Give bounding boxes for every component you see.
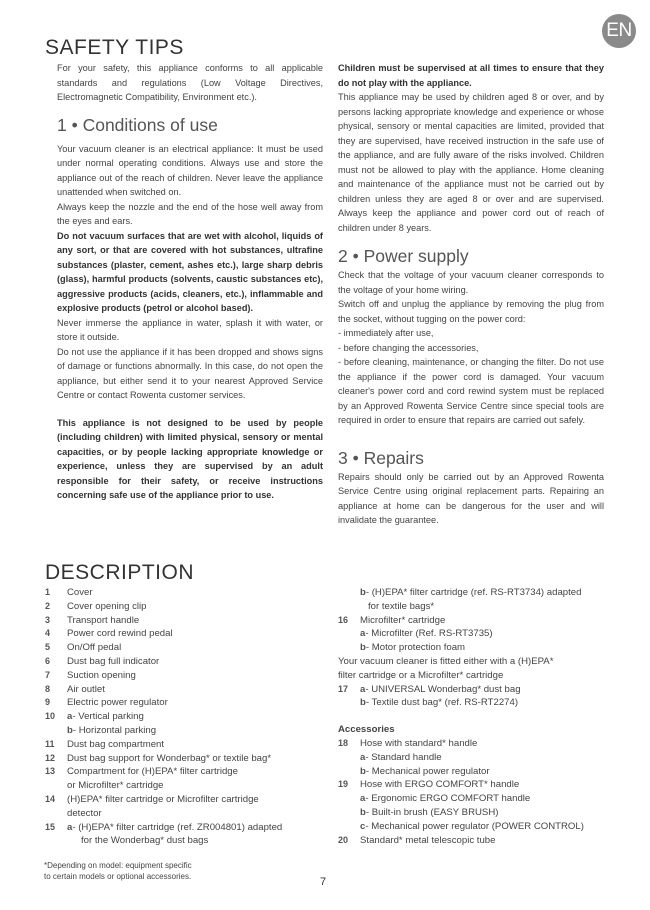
item-number: 20 — [338, 834, 349, 845]
list-item — [338, 834, 628, 848]
list-item-continuation — [45, 807, 335, 821]
sub-item-letter: a — [67, 821, 73, 833]
sub-item-label: - Motor protection foam — [365, 642, 466, 654]
safety-right-column — [338, 61, 604, 528]
list-item — [338, 683, 628, 697]
item-number: 14 — [45, 793, 56, 804]
item-number: 8 — [45, 683, 51, 694]
item-number: 16 — [338, 614, 349, 625]
sub-item-letter: b — [360, 587, 366, 598]
conditions-paragraph-5: Do not use the appliance if it has been dropped and shows signs of damage or functions abnormally. In this case, do not open the appliance, but either send it to your nearest Approved Service Centre or contact Rowenta customer services. — [57, 346, 323, 400]
footnote — [44, 860, 192, 882]
list-item — [45, 821, 335, 835]
footnote-line-1: *Depending on model: equipment specific — [44, 861, 192, 870]
list-item — [338, 627, 628, 641]
item-number: 13 — [45, 766, 56, 777]
sub-item-letter: b — [67, 724, 73, 736]
sub-item-letter: b — [360, 642, 366, 654]
list-item — [45, 614, 335, 628]
item-label: Dust bag full indicator — [67, 655, 160, 667]
list-item — [45, 724, 335, 738]
page-number: 7 — [320, 876, 327, 888]
language-badge: EN — [602, 14, 636, 48]
sub-item-label: - Mechanical power regulator — [365, 765, 490, 777]
sub-item-letter: a — [67, 711, 73, 723]
power-supply-paragraph-2: Switch off and unplug the appliance by removing the plug from the socket, without tugging on the power cord: — [338, 299, 604, 324]
item-label: Suction opening — [67, 669, 136, 681]
item-number: 6 — [45, 655, 51, 666]
list-item — [338, 586, 628, 600]
conditions-paragraph-2: Always keep the nozzle and the end of the hose well away from the eyes and ears. — [57, 201, 323, 226]
safety-tips-title: SAFETY TIPS — [45, 36, 184, 59]
item-label: Compartment for (H)EPA* filter cartridge — [67, 766, 238, 778]
fitted-note-line-1 — [338, 655, 628, 669]
safety-intro: For your safety, this appliance conforms to all applicable standards and regulations (Low Voltage Directives, Electromagnetic Compatibility, Environment etc.). — [57, 63, 323, 102]
list-item — [338, 792, 628, 806]
item-label: for textile bags* — [368, 600, 435, 612]
item-label: Air outlet — [67, 683, 105, 695]
power-supply-list-item-3: - before cleaning, maintenance, or changing the filter. Do not use the appliance if the power cord is damaged. Your vacuum cleaner's power cord and cord rewind system must be replaced by an Approved Rowenta Service Centre since special tools are required in order to ensure that repairs are carried out safely. — [338, 357, 604, 425]
item-label: or Microfilter* cartridge — [67, 780, 164, 792]
list-item — [338, 820, 628, 834]
sub-item-label: - Horizontal parking — [72, 724, 157, 736]
description-right-column — [338, 586, 628, 847]
item-label: Cover opening clip — [67, 600, 147, 612]
list-item — [45, 627, 335, 641]
sub-item-label: - UNIVERSAL Wonderbag* dust bag — [365, 683, 521, 695]
children-supervised-warning: Children must be supervised at all times to ensure that they do not play with the appliance. — [338, 63, 604, 88]
item-number: 10 — [45, 711, 56, 722]
power-supply-heading: 2 • Power supply — [338, 246, 469, 266]
footnote-line-2: to certain models or optional accessories. — [44, 872, 192, 881]
children-usage-paragraph: This appliance may be used by children aged 8 or over, and by persons lacking appropriate knowledge and experience or whose physical, sensory or mental capacities are limited, provided that they are supervised, have received instruction in the safe use of the appliance, and are fully aware of the risks involved. Children must not be allowed to play with the appliance. Home cleaning and maintenance of the appliance must not be carried out by children unless they are aged 8 or over and are supervised. Always keep the appliance and power cord out of reach of children under 8 years. — [338, 92, 604, 233]
list-item — [45, 765, 335, 779]
list-item — [338, 751, 628, 765]
list-item — [45, 738, 335, 752]
sub-item-letter: b — [360, 765, 366, 777]
item-number: 17 — [338, 683, 349, 694]
list-item — [45, 793, 335, 807]
list-item — [338, 737, 628, 751]
list-item-continuation — [45, 834, 335, 848]
item-number: 12 — [45, 752, 56, 763]
sub-item-letter: a — [360, 683, 366, 695]
list-item — [45, 586, 335, 600]
description-title: DESCRIPTION — [45, 561, 195, 584]
list-item — [338, 641, 628, 655]
sub-item-letter: a — [360, 751, 366, 763]
fitted-note-text: filter cartridge or a Microfilter* cartridge — [338, 669, 504, 681]
sub-item-letter: b — [360, 697, 366, 709]
list-item — [45, 752, 335, 766]
item-number: 9 — [45, 697, 51, 708]
conditions-paragraph-4: Never immerse the appliance in water, splash it with water, or store it outside. — [57, 317, 323, 342]
safety-left-column — [57, 61, 323, 503]
conditions-paragraph-1: Your vacuum cleaner is an electrical appliance: It must be used under normal operating conditions. Always use and store the appliance out of the reach of children. Never leave the appliance unattended when switched on. — [57, 143, 323, 197]
description-left-column — [45, 586, 335, 848]
sub-item-label: - Mechanical power regulator (POWER CONTROL) — [365, 820, 584, 832]
item-number: 3 — [45, 614, 51, 625]
list-item — [45, 600, 335, 614]
sub-item-label: - Textile dust bag* (ref. RS-RT2274) — [365, 697, 519, 709]
item-label: On/Off pedal — [67, 642, 122, 654]
fitted-note-line-2 — [338, 669, 628, 683]
item-label: Dust bag support for Wonderbag* or textile bag* — [67, 752, 272, 764]
item-label: for the Wonderbag* dust bags — [81, 835, 209, 847]
power-supply-list-item-2: - before changing the accessories, — [338, 342, 479, 353]
repairs-heading: 3 • Repairs — [338, 447, 424, 468]
list-item — [338, 765, 628, 779]
item-label: (H)EPA* filter cartridge or Microfilter cartridge — [67, 793, 259, 805]
accessories-title: Accessories — [338, 724, 395, 736]
item-number: 4 — [45, 628, 51, 639]
item-label: Microfilter* cartridge — [360, 614, 446, 626]
sub-item-label: - Microfilter (Ref. RS-RT3735) — [365, 628, 493, 640]
item-label: Power cord rewind pedal — [67, 628, 173, 640]
sub-item-letter: a — [360, 793, 366, 805]
item-number: 18 — [338, 737, 349, 748]
item-number: 15 — [45, 821, 56, 832]
list-item — [338, 778, 628, 792]
sub-item-label: - Ergonomic ERGO COMFORT handle — [365, 793, 531, 805]
item-number: 11 — [45, 738, 55, 749]
sub-item-label: - Standard handle — [365, 751, 442, 763]
list-item — [338, 614, 628, 628]
conditions-warning-surfaces: Do not vacuum surfaces that are wet with alcohol, liquids of any sort, or that are covered with hot substances, ultrafine substances (plaster, cement, ashes etc.), large sharp debris (glass), harmful products (solvents, caustic substances etc), aggressive products (acids, cleaners, etc.), inflammable and explosive products (petrol or alcohol based). — [57, 230, 323, 313]
item-number: 7 — [45, 669, 51, 680]
list-item — [45, 669, 335, 683]
item-label: Hose with standard* handle — [360, 737, 478, 749]
power-supply-paragraph-1: Check that the voltage of your vacuum cleaner corresponds to the voltage of your home wiring. — [338, 270, 604, 295]
power-supply-list-item-1: - immediately after use, — [338, 328, 434, 338]
fitted-note-text: Your vacuum cleaner is fitted either with a (H)EPA* — [338, 655, 554, 667]
list-item — [338, 696, 628, 710]
list-item-continuation — [45, 779, 335, 793]
item-label: Transport handle — [67, 614, 140, 626]
item-number: 5 — [45, 642, 51, 653]
item-number: 19 — [338, 779, 349, 790]
item-label: Dust bag compartment — [67, 738, 165, 750]
item-label: Standard* metal telescopic tube — [360, 834, 496, 846]
conditions-of-use-heading: 1 • Conditions of use — [57, 114, 218, 135]
list-item — [45, 655, 335, 669]
item-label: detector — [67, 807, 102, 819]
list-item-continuation — [338, 600, 628, 614]
sub-item-letter: c — [360, 820, 366, 832]
sub-item-label: - Vertical parking — [72, 711, 144, 723]
item-label: Cover — [67, 587, 93, 598]
conditions-warning-capacities: This appliance is not designed to be used by people (including children) with limited physical, sensory or mental capacities, or by people lacking appropriate knowledge or experience, unless they are supervised by an adult responsible for their safety, or receive instructions concerning safe use of the appliance prior to use. — [57, 417, 323, 500]
accessories-heading — [338, 723, 628, 737]
list-item — [45, 641, 335, 655]
list-item — [45, 696, 335, 710]
list-item — [45, 683, 335, 697]
item-label: Hose with ERGO COMFORT* handle — [360, 779, 520, 791]
item-number: 2 — [45, 600, 51, 611]
sub-item-label: - Built-in brush (EASY BRUSH) — [365, 806, 499, 818]
repairs-paragraph: Repairs should only be carried out by an Approved Rowenta Service Centre using original replacement parts. Repairing an appliance at home can be dangerous for the user and will invalidate the guarantee. — [338, 471, 604, 525]
list-item — [338, 806, 628, 820]
item-number: 1 — [45, 587, 51, 597]
list-item — [45, 710, 335, 724]
sub-item-label: - (H)EPA* filter cartridge (ref. RS-RT3734) adapted — [365, 587, 582, 598]
sub-item-label: - (H)EPA* filter cartridge (ref. ZR004801) adapted — [72, 821, 283, 833]
sub-item-letter: a — [360, 628, 366, 640]
sub-item-letter: b — [360, 806, 366, 818]
item-label: Electric power regulator — [67, 697, 168, 709]
